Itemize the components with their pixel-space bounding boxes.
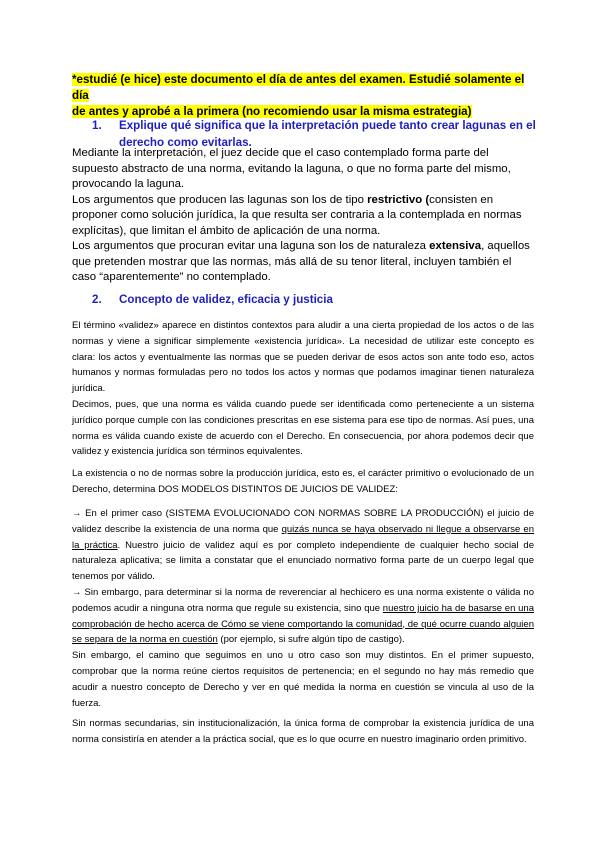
question-2-paragraph-5: → Sin embargo, para determinar si la norma de reverenciar al hechicero es una norma existente o válida no podemos acudir a ninguna otra norma que regule su existencia, sino que nuestro juicio ha de basarse en una comprobación de hecho acerca de Cómo se viene comportando la comunidad, de qué ocurre cuando alguien se separa de la norma en cuestión (por ejemplo, si sufre algún tipo de castigo). Sin embargo, el camino que seguimos en uno u otro caso son muy distintos. En el primer supuesto, comprobar que la norma reúne ciertos requisitos de pertenencia; en el segundo no hay más remedio que acudir a nuestro concepto de Derecho y ver en qué medida la norma en cuestión se vincula al uso de la fuerza. [72, 587, 534, 709]
note-line-1: *estudié (e hice) este documento el día de antes del examen. Estudié solamente el día [72, 73, 525, 102]
author-note [72, 72, 542, 120]
question-2-number: 2. [92, 293, 102, 306]
answer-paragraph: Mediante la interpretación, el juez decide que el caso contemplado forma parte del supuesto abstracto de una norma, evitando la laguna, o que no forma parte del mismo, provocando la laguna. [72, 147, 511, 190]
question-2-heading [92, 291, 552, 309]
answer-paragraph: Los argumentos que producen las lagunas son los de tipo restrictivo (consisten en proponer como solución jurídica, la que resulta ser contraria a la contemplada en normas explícitas), que limitan el ámbito de aplicación de una norma. [72, 193, 522, 237]
answer-paragraph: Los argumentos que procuran evitar una laguna son los de naturaleza extensiva, aquellos que pretenden mostrar que las normas, más allá de su tenor literal, incluyen también el caso “aparentemente” no contemplado. [72, 240, 530, 283]
question-1-answer [72, 146, 534, 286]
question-2-paragraph-4: → En el primer caso (SISTEMA EVOLUCIONADO CON NORMAS SOBRE LA PRODUCCIÓN) el juicio de validez describe la existencia de una norma que quizás nunca se haya observado ni llegue a observarse en la práctica. Nuestro juicio de validez aquí es por completo independiente de cualquier hecho social de naturaleza aplicativa; se limita a constatar que el enunciado normativo forma parte de un cuerpo legal que tenemos por válido. [72, 508, 534, 583]
question-1-line-2: derecho como evitarlas. [119, 136, 252, 149]
question-2-paragraph-3: La existencia o no de normas sobre la producción jurídica, esto es, el carácter primitivo o evolucionado de un Derecho, determina DOS MODELOS DISTINTOS DE JUICIOS DE VALIDEZ: [72, 468, 534, 495]
question-2-paragraph-7: Sin normas secundarias, sin institucionalización, la única forma de comprobar la existencia jurídica de una norma consistiría en atender a la práctica social, que es lo que ocurre en nuestro imaginario orden primitivo. [72, 718, 534, 745]
underlined-passage: quizás nunca se haya observado ni llegue a observarse en la práctica [72, 523, 534, 551]
question-1-line-1: Explique qué significa que la interpretación puede tanto crear lagunas en el [119, 119, 536, 132]
question-2-paragraph-2: Decimos, pues, que una norma es válida cuando puede ser identificada como perteneciente a un sistema jurídico porque cumple con las condiciones prescritas en ese sistema para ese tipo de normas. Así pues, una norma es válida cuando existe de acuerdo con el Derecho. En consecuencia, por ahora podemos decir que validez y existencia jurídica son términos equivalentes. [72, 399, 534, 458]
underlined-passage: nuestro juicio ha de basarse en una comprobación de hecho acerca de Cómo se viene comportando la comunidad, de qué ocurre cuando alguien se separa de la norma en cuestión [72, 602, 534, 646]
question-1-number: 1. [92, 119, 102, 132]
question-2-title: Concepto de validez, eficacia y justicia [119, 293, 333, 306]
question-2-paragraph-1: El término «validez» aparece en distintos contextos para aludir a una cierta propiedad de los actos o de las normas y viene a significar simplemente «existencia jurídica». La necesidad de utilizar este concepto es clara: los actos y eventualmente las normas que se pueden derivar de esos actos son ante todo eso, actos humanos y normas formuladas pero no todos los actos y normas que podamos imaginar tienen naturaleza jurídica. [72, 320, 534, 395]
note-line-2: de antes y aprobé a la primera (no recomiendo usar la misma estrategia) [72, 105, 472, 118]
